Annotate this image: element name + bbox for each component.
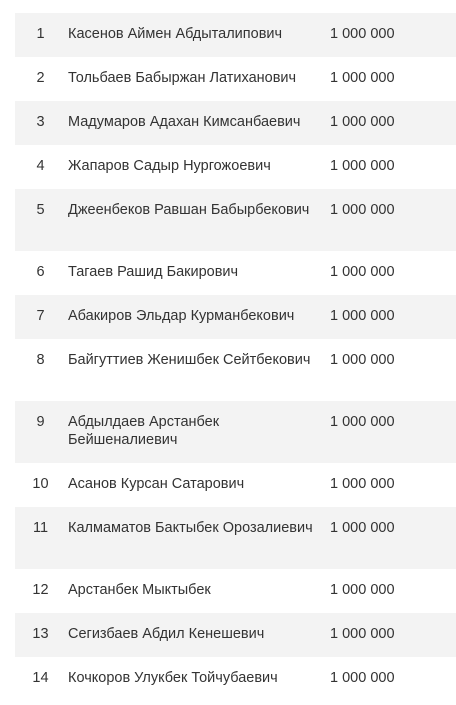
row-amount: 1 000 000 [330, 414, 395, 430]
row-number: 3 [36, 114, 45, 130]
row-name: Байгуттиев Женишбек Сейтбекович [68, 352, 311, 368]
row-amount: 1 000 000 [330, 202, 395, 218]
row-number: 1 [36, 26, 45, 42]
table-row [15, 145, 456, 189]
row-number: 4 [36, 158, 45, 174]
row-name: Джеенбеков Равшан Бабырбекович [68, 202, 310, 218]
table-row [15, 101, 456, 145]
row-name: Тольбаев Бабыржан Латиханович [68, 70, 297, 86]
row-number: 6 [36, 264, 45, 280]
table-row [15, 463, 456, 507]
table-row [15, 569, 456, 613]
row-name: Сегизбаев Абдил Кенешевич [68, 626, 265, 642]
row-amount: 1 000 000 [330, 520, 395, 536]
table-row [15, 657, 456, 701]
row-amount: 1 000 000 [330, 158, 395, 174]
table-row [15, 251, 456, 295]
row-number: 8 [36, 352, 45, 368]
table-row [15, 339, 456, 401]
row-name: Тагаев Рашид Бакирович [68, 264, 239, 280]
row-name: Касенов Аймен Абдыталипович [68, 26, 283, 42]
table-row [15, 613, 456, 657]
row-number: 7 [36, 308, 45, 324]
row-amount: 1 000 000 [330, 114, 395, 130]
table-row [15, 507, 456, 569]
table-row [15, 13, 456, 57]
row-name: Жапаров Садыр Нургожоевич [68, 158, 271, 174]
table-row [15, 57, 456, 101]
row-amount: 1 000 000 [330, 26, 395, 42]
row-amount: 1 000 000 [330, 308, 395, 324]
candidates-table [15, 13, 456, 701]
row-name: Мадумаров Адахан Кимсанбаевич [68, 114, 301, 130]
row-number: 12 [32, 582, 49, 598]
row-name: Асанов Курсан Сатарович [68, 476, 245, 492]
row-amount: 1 000 000 [330, 670, 395, 686]
row-number: 5 [36, 202, 45, 218]
row-name: Абдылдаев Арстанбек Бейшеналиевич [68, 414, 220, 448]
row-number: 13 [32, 626, 49, 642]
table-row [15, 295, 456, 339]
row-amount: 1 000 000 [330, 70, 395, 86]
row-amount: 1 000 000 [330, 264, 395, 280]
row-amount: 1 000 000 [330, 352, 395, 368]
row-name: Арстанбек Мыктыбек [68, 582, 211, 598]
row-amount: 1 000 000 [330, 582, 395, 598]
row-name: Кочкоров Улукбек Тойчубаевич [68, 670, 278, 686]
row-name: Абакиров Эльдар Курманбекович [68, 308, 295, 324]
row-amount: 1 000 000 [330, 476, 395, 492]
row-number: 14 [32, 670, 49, 686]
table-row [15, 189, 456, 251]
row-amount: 1 000 000 [330, 626, 395, 642]
row-number: 9 [36, 414, 45, 430]
row-name: Калмаматов Бактыбек Орозалиевич [68, 520, 313, 536]
row-number: 11 [32, 520, 49, 536]
table-row [15, 401, 456, 463]
row-number: 2 [36, 70, 45, 86]
row-number: 10 [32, 476, 49, 492]
